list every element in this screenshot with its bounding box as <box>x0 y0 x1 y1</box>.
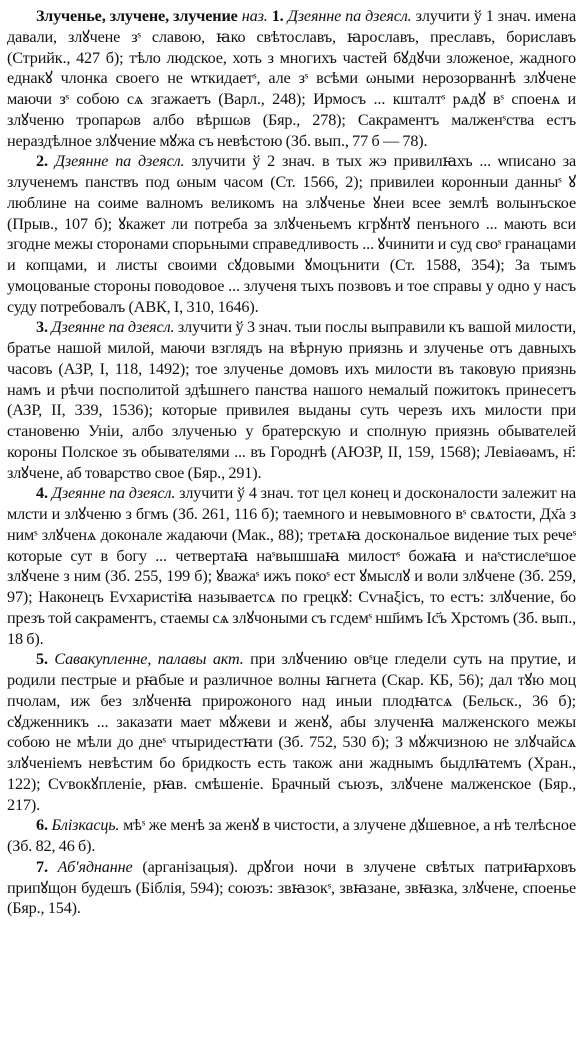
part-of-speech: наз. <box>241 7 268 25</box>
sense-6 <box>7 815 576 857</box>
sense-gloss: Дзеянне па дзеясл. <box>54 152 185 171</box>
sense-text: злучити ў 2 знач. в тых жэ привилꙗхъ ... ѡписано за злученемъ панствъ под ωным часом (Ст. 1566, 2); привилеи коронныи данныˢ ꙋ люблине на соиме валномъ великомъ на злꙋченье ꙋнеи всее землѣ волынъское (Прыв., 107 б); ꙋкажет ли потреба за злꙋченьемъ кгрꙋнтꙋ пенъного ... мають вси згодне межы сторонами спорьными справедливость ... ꙋчинити и суд своˢ гранацами и копцами, и листы своими сꙋдовыми ꙋмоцънити (Ст. 1588, 354); За тымъ умоцованые стороны поводовое ... злученя тыхъ позвовъ и тое справы у одно у насъ суду потребовалъ (АВК, I, 310, 1646). <box>7 152 577 316</box>
sense-number: 3. <box>36 318 48 337</box>
sense-text: злучити ў 4 знач. тот цел конец и досконалости залежит на млсти и злꙋченю з бгмъ (Зб. 261, 116 б); таемного и невымовного вˢ свѧтости, Дх҃а з нимˢ злꙋченѧ доконале жадаючи (Мак., 88); третѧꙗ доскональое видение тых речеˢ которые сут в богу ... четвертаꙗ наˢвышшаꙗ милостˢ божаꙗ и наˢстислеˢшое злꙋчене з ним (Зб. 255, 199 б); ꙋважаˢ ижъ покоˢ ест ꙋмыслꙋ и воли злꙋчене (Зб. 259, 97); Наконецъ Еѵхаристіꙗ называетсѧ по грецкꙋ: Сѵнаξісъ, то естъ: злꙋчение, бо презъ той сакраментъ, стаемы сѧ злꙋчоными съ гсдемˢ нш҃имъ Іс҃ъ Хрстомъ (Зб. вып., 18 б). <box>7 484 576 648</box>
headword: Злученье, злучене, злучение <box>36 7 238 25</box>
sense-text: при злꙋчению овˢце гледели суть на прутие, и родили пестрые и рꙗбые и различное волны ꙗгнета (Скар. КБ, 56); дал тꙋю моц пчолам, иж без злꙋченꙗ прирожоного над иныи плодꙗтсѧ (Бельск., 36 б); сꙋдженникъ ... заказати мает мꙋжеви и женꙋ, абы злученꙗ малженского межы собою не мѣли до днеˢ чтыридестꙗти (Зб. 752, 530 б); З мꙋжчизною не злꙋчайсѧ злꙋченіемъ невѣстим бо бридкость есть також ани жаднымъ быдлꙗтемъ (Хран., 122); Сѵвокꙋпленіе, рꙗв. смѣшеніе. Брачный съюзъ, злꙋчене малженское (Бяр., 217). <box>7 650 577 814</box>
sense-number: 6. <box>36 816 48 835</box>
sense-1 <box>7 6 576 151</box>
sense-number: 5. <box>36 650 48 669</box>
sense-text: (арганізацыя). дрꙋгои ночи в злучене свѣтых патриꙗрховъ припꙋщон будешъ (Біблія, 594); союзъ: звꙗзокˢ, звꙗзане, звꙗзка, злꙋчене, споенье (Бяр., 154). <box>7 857 576 918</box>
sense-gloss: Блізкасць. <box>51 816 120 835</box>
sense-5 <box>7 649 576 815</box>
sense-gloss: Дзеянне па дзеясл. <box>51 484 176 503</box>
sense-number: 1. <box>271 7 284 25</box>
sense-number: 4. <box>36 484 48 503</box>
sense-gloss: Дзеянне па дзеясл. <box>287 7 412 25</box>
sense-number: 7. <box>36 857 48 876</box>
sense-4 <box>7 483 576 649</box>
sense-3 <box>7 317 576 483</box>
sense-text: злучити ў 3 знач. тыи послы выправили къ вашой милости, братье нашой милой, маючи взглядъ на вѣрную приязнь и злученье отъ давныхъ часовъ (АЗР, I, 118, 1492); тое злученье домовъ ихъ милости въ таковую приязнь намъ и рѣчи посполитой здѣшнего панства нашого немалый пожитокъ принесетъ (АЗР, II, 339, 1536); которые привилея выданы суть черезъ ихъ милости при становеню Уніи, албо злученью у братерскую и сполную приязнь обывателей короны Полское зъ обывателями ... въ Городнѣ (АЮЗР, II, 159, 1568); Левіаѳамъ, н҃: злꙋчене, аб товарство свое (Бяр., 291). <box>7 318 576 482</box>
sense-7 <box>7 857 576 919</box>
sense-gloss: Аб'яднанне <box>57 857 133 876</box>
sense-number: 2. <box>36 152 48 171</box>
sense-gloss: Савакупленне, палавы акт. <box>54 650 244 669</box>
sense-2 <box>7 151 576 317</box>
sense-text: злучити ў 1 знач. имена давали, злꙋчене зˢ славою, ꙗко свѣтославъ, ꙗрославъ, преславъ, бориславъ (Стрийк., 427 б); тѣло людское, хоть з многихъ частей бꙋдꙋчи зложеное, жадного еднакꙋ члонка своего не ѡткидаетˢ, але зˢ всѣми ωными нерозорваннѣ злꙋчене маючи зˢ собою сѧ згажаетъ (Варл., 248); Ирмосъ ... кшталтˢ рѧдꙋ вˢ споенѧ и злꙋченю тропарωв албо вѣршωв (Бяр., 278); Сакраментъ малженˢства естъ нераздѣлное злꙋчение мꙋжа съ невѣстою (Зб. вып., 77 б — 78). <box>7 7 577 150</box>
sense-text: мѣˢ же менѣ за женꙋ в чистости, а злучене дꙋшевное, а нѣ телѣсное (Зб. 82, 46 б). <box>7 816 577 855</box>
sense-gloss: Дзеянне па дзеясл. <box>51 318 175 337</box>
